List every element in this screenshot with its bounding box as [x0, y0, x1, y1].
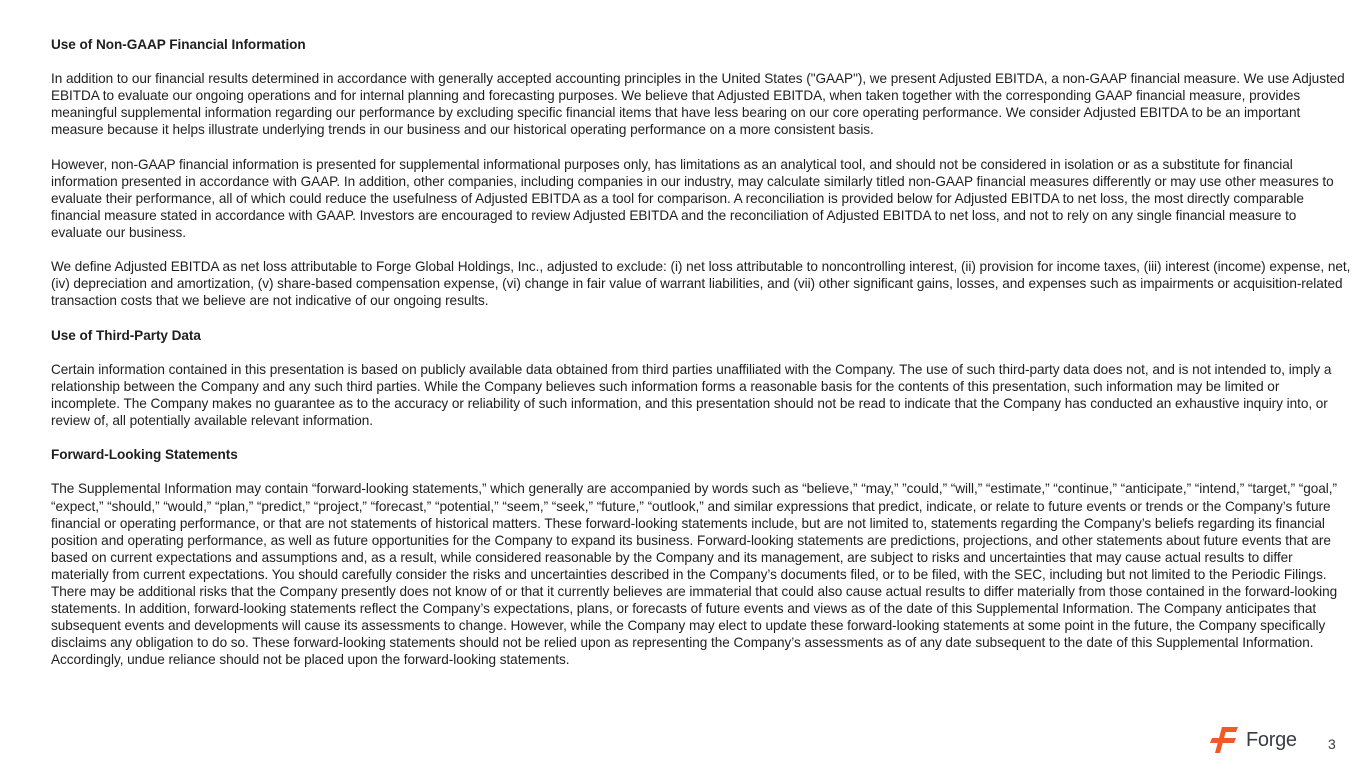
paragraph-adjusted-ebitda-definition: We define Adjusted EBITDA as net loss attributable to Forge Global Holdings, Inc., adjusted to exclude: (i) net loss attributable to noncontrolling interest, (ii) provision for income taxes, (iii) interest (income) expense, net, (iv) depreciation and amortization, (v) share-based compensation expense, (vi) change in fair value of warrant liabilities, and (vii) other significant gains, losses, and expenses such as impairments or acquisition-related transaction costs that we believe are not indicative of our ongoing results.	[51, 259, 1351, 309]
paragraph-non-gaap-limitations: However, non-GAAP financial information is presented for supplemental informational purposes only, has limitations as an analytical tool, and should not be considered in isolation or as a substitute for financial information presented in accordance with GAAP. In addition, other companies, including companies in our industry, may calculate similarly titled non-GAAP financial measures differently or may use other measures to evaluate their performance, all of which could reduce the usefulness of Adjusted EBITDA as a tool for comparison. A reconciliation is provided below for Adjusted EBITDA to net loss, the most directly comparable financial measure stated in accordance with GAAP. Investors are encouraged to review Adjusted EBITDA and the reconciliation of Adjusted EBITDA to net loss, and not to rely on any single financial measure to evaluate our business.	[51, 156, 1334, 241]
section-heading-non-gaap: Use of Non-GAAP Financial Information	[51, 37, 306, 52]
forge-logo	[1210, 726, 1297, 754]
forge-logo-mark-icon	[1210, 726, 1240, 754]
paragraph-third-party-data: Certain information contained in this presentation is based on publicly available data obtained from third parties unaffiliated with the Company. The use of such third-party data does not, and is not intended to, imply a relationship between the Company and any such third parties. While the Company believes such information forms a reasonable basis for the contents of this presentation, such information may be limited or incomplete. The Company makes no guarantee as to the accuracy or reliability of such information, and this presentation should not be read to indicate that the Company has conducted an exhaustive inquiry into, or review of, all potentially available relevant information.	[51, 361, 1332, 429]
section-heading-third-party: Use of Third-Party Data	[51, 327, 201, 343]
paragraph-non-gaap-intro: In addition to our financial results determined in accordance with generally accepted accounting principles in the United States ("GAAP"), we present Adjusted EBITDA, a non-GAAP financial measure. We use Adjusted EBITDA to evaluate our ongoing operations and for internal planning and forecasting purposes. We believe that Adjusted EBITDA, when taken together with the corresponding GAAP financial measure, provides meaningful supplemental information regarding our performance by excluding specific financial items that have less bearing on our core operating performance. We consider Adjusted EBITDA to be an important measure because it helps illustrate underlying trends in our business and our historical operating performance on a more consistent basis.	[51, 71, 1345, 138]
document-body	[51, 36, 1351, 668]
page-number: 3	[1328, 736, 1336, 752]
paragraph-forward-looking: The Supplemental Information may contain “forward-looking statements,” which generally are accompanied by words such as “believe,” “may,” ”could,” “will,” “estimate,” “continue,” “anticipate,” “intend,” “target,” “goal,” “expect,” “should,” “would,” “plan,” “predict,” “project,” “forecast,” “potential,” “seem,” “seek,” “future,” “outlook,” and similar expressions that predict, indicate, or relate to future events or trends or the Company’s future financial or operating performance, or that are not statements of historical matters. These forward-looking statements include, but are not limited to, statements regarding the Company’s beliefs regarding its financial position and operating performance, as well as future opportunities for the Company to expand its business. Forward-looking statements are predictions, projections, and other statements about future events that are based on current expectations and assumptions and, as a result, while considered reasonable by the Company and its management, are subject to risks and uncertainties that may cause actual results to differ materially from current expectations. You should carefully consider the risks and uncertainties described in the Company’s documents filed, or to be filed, with the SEC, including but not limited to the Periodic Filings. There may be additional risks that the Company presently does not know of or that it currently believes are immaterial that could also cause actual results to differ materially from those contained in the forward-looking statements. In addition, forward-looking statements reflect the Company’s expectations, plans, or forecasts of future events and views as of the date of this Supplemental Information. The Company anticipates that subsequent events and developments will cause its assessments to change. However, while the Company may elect to update these forward-looking statements at some point in the future, the Company specifically disclaims any obligation to do so. These forward-looking statements should not be relied upon as representing the Company’s assessments as of any date subsequent to the date of this Supplemental Information. Accordingly, undue reliance should not be placed upon the forward-looking statements.	[51, 481, 1338, 668]
forge-logo-text: Forge	[1246, 728, 1297, 751]
section-heading-forward-looking: Forward-Looking Statements	[51, 447, 238, 463]
